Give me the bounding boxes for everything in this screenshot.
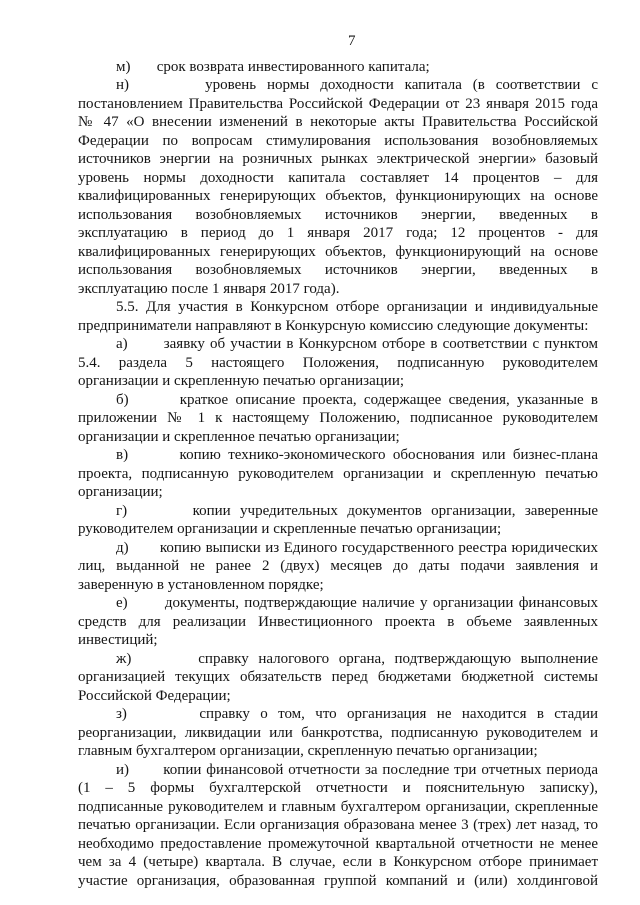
text-line: квалифицированных генерирующих объектов, функционирующих на основе: [78, 188, 598, 204]
text-line: постановлением Правительства Российской Федерации от 23 января 2015 года: [78, 96, 598, 112]
text-line: реорганизации, ликвидации или банкротства, подписанную руководителем и: [78, 725, 598, 741]
text-line: использования возобновляемых источников энергии, введенных в: [78, 207, 598, 223]
text-line: и) копии финансовой отчетности за последние три отчетных периода: [116, 762, 598, 778]
text-line: б) краткое описание проекта, содержащее сведения, указанные в: [116, 392, 598, 408]
text-line: чем за 4 (четыре) квартала. В случае, если в Конкурсном отборе принимает: [78, 854, 598, 870]
text-line: необходимо предоставление промежуточной квартальной отчетности не менее: [78, 836, 598, 852]
text-line: № 47 «О внесении изменений в некоторые акты Правительства Российской: [78, 114, 598, 130]
text-line: а) заявку об участии в Конкурсном отборе в соответствии с пунктом: [116, 336, 598, 352]
text-line: эксплуатацию в период до 1 января 2017 года; 12 процентов - для: [78, 225, 598, 241]
text-line: г) копии учредительных документов организации, заверенные: [116, 503, 598, 519]
text-line: заверенную в установленном порядке;: [78, 577, 324, 593]
text-line: д) копию выписки из Единого государственного реестра юридических: [116, 540, 598, 556]
text-line: Российской Федерации;: [78, 688, 231, 704]
text-line: участие организация, образованная группой компаний и (или) холдинговой: [78, 873, 598, 889]
text-line: источников энергии на розничных рынках электрической энергии» базовый: [78, 151, 598, 167]
text-line: з) справку о том, что организация не находится в стадии: [116, 706, 598, 722]
text-line: приложении № 1 к настоящему Положению, подписанное руководителем: [78, 410, 598, 426]
text-line: лиц, выданной не ранее 2 (двух) месяцев до даты подачи заявления и: [78, 558, 598, 574]
text-line: 5.4. раздела 5 настоящего Положения, подписанную руководителем: [78, 355, 598, 371]
text-line: проекта, подписанную руководителем организации и скрепленную печатью: [78, 466, 598, 482]
page-number: 7: [348, 33, 356, 49]
text-line: уровень нормы доходности капитала составляет 14 процентов – для: [78, 170, 598, 186]
text-line: инвестиций;: [78, 632, 158, 648]
text-line: 5.5. Для участия в Конкурсном отборе организации и индивидуальные: [116, 299, 598, 315]
text-line: организацией текущих обязательств перед бюджетами бюджетной системы: [78, 669, 598, 685]
text-line: организации;: [78, 484, 163, 500]
text-line: (1 – 5 формы бухгалтерской отчетности и пояснительную записку),: [78, 780, 598, 796]
text-line: эксплуатацию после 1 января 2017 года).: [78, 281, 340, 297]
text-line: организации и скрепленное печатью организации;: [78, 429, 400, 445]
text-line: м) срок возврата инвестированного капитала;: [116, 59, 430, 75]
text-line: в) копию технико-экономического обоснования или бизнес-плана: [116, 447, 598, 463]
text-line: н) уровень нормы доходности капитала (в соответствии с: [116, 77, 598, 93]
text-line: предприниматели направляют в Конкурсную комиссию следующие документы:: [78, 318, 589, 334]
text-line: главным бухгалтером организации, скрепленную печатью организации;: [78, 743, 538, 759]
text-line: руководителем организации и скрепленные печатью организации;: [78, 521, 502, 537]
text-line: средств для реализации Инвестиционного проекта в объеме заявленных: [78, 614, 598, 630]
text-line: Федерации по вопросам стимулирования использования возобновляемых: [78, 133, 598, 149]
text-line: подписанные руководителем и главным бухгалтером организации, скрепленные: [78, 799, 598, 815]
text-line: использования возобновляемых источников энергии, введенных в: [78, 262, 598, 278]
text-line: ж) справку налогового органа, подтверждающую выполнение: [116, 651, 598, 667]
text-line: квалифицированных генерирующих объектов, функционирующий на основе: [78, 244, 598, 260]
text-line: е) документы, подтверждающие наличие у организации финансовых: [116, 595, 598, 611]
text-line: печатью организации. Если организация образована менее 3 (трех) лет назад, то: [78, 817, 598, 833]
text-line: организации и скрепленную печатью организации;: [78, 373, 405, 389]
